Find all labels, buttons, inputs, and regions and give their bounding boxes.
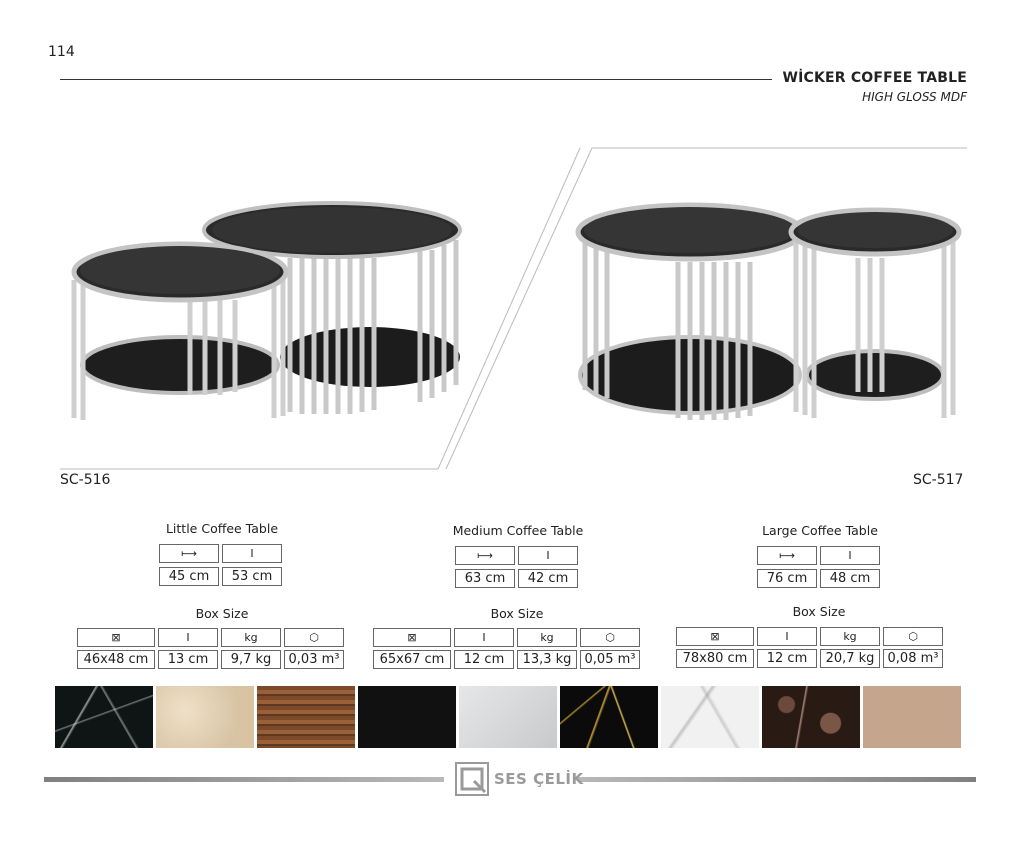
swatch-beige-marble (156, 686, 254, 748)
box-dimensions: 65x67 cm (373, 650, 451, 669)
box-height: 12 cm (454, 650, 514, 669)
page-number: 114 (48, 44, 75, 60)
footer-bar-left (44, 777, 444, 782)
height-icon: I (820, 546, 880, 565)
box-dimension-icon: ⊠ (676, 627, 754, 646)
dimension-icons-medium (455, 546, 578, 565)
spec-title-medium: Medium Coffee Table (452, 523, 584, 538)
weight-icon: kg (221, 628, 281, 647)
box-size-label-little: Box Size (195, 606, 249, 621)
swatch-white-marble (661, 686, 759, 748)
swatch-black (358, 686, 456, 748)
width-icon: ⟼ (455, 546, 515, 565)
box-icons-medium (373, 628, 640, 647)
box-dimensions: 78x80 cm (676, 649, 754, 668)
volume-icon: ⬡ (883, 627, 943, 646)
dimension-icons-little (159, 544, 282, 563)
box-icons-little (77, 628, 344, 647)
height-icon: I (518, 546, 578, 565)
box-volume: 0,03 m³ (284, 650, 344, 669)
product-code-sc516: SC-516 (60, 472, 111, 488)
width-icon: ⟼ (757, 546, 817, 565)
box-weight: 20,7 kg (820, 649, 880, 668)
box-height-icon: I (757, 627, 817, 646)
box-dimensions: 46x48 cm (77, 650, 155, 669)
swatch-black-marble (55, 686, 153, 748)
swatch-walnut-wood (257, 686, 355, 748)
box-height: 12 cm (757, 649, 817, 668)
box-height-icon: I (158, 628, 218, 647)
box-dimension-icon: ⊠ (373, 628, 451, 647)
width-icon: ⟼ (159, 544, 219, 563)
swatch-mocha (863, 686, 961, 748)
height-icon: I (222, 544, 282, 563)
page-subtitle: HIGH GLOSS MDF (862, 90, 967, 104)
dimension-values-little (159, 567, 282, 586)
swatch-black-gold-marble (560, 686, 658, 748)
table-sc517-image (578, 205, 959, 420)
box-icons-large (676, 627, 943, 646)
box-size-label-medium: Box Size (490, 606, 544, 621)
table-sc516-image (74, 203, 460, 420)
swatch-emperador-marble (762, 686, 860, 748)
volume-icon: ⬡ (284, 628, 344, 647)
box-volume: 0,08 m³ (883, 649, 943, 668)
footer-bar-right (578, 777, 976, 782)
width-value: 63 cm (455, 569, 515, 588)
box-height: 13 cm (158, 650, 218, 669)
dimension-icons-large (757, 546, 880, 565)
weight-icon: kg (517, 628, 577, 647)
height-value: 48 cm (820, 569, 880, 588)
dimension-values-large (757, 569, 880, 588)
brand-logo (455, 762, 584, 796)
page-title: WİCKER COFFEE TABLE (782, 70, 967, 86)
box-values-medium (373, 650, 640, 669)
height-value: 42 cm (518, 569, 578, 588)
brand-name: SES ÇELİK (494, 770, 584, 788)
product-code-sc517: SC-517 (913, 472, 964, 488)
box-weight: 9,7 kg (221, 650, 281, 669)
swatch-light-grey (459, 686, 557, 748)
spec-title-large: Large Coffee Table (762, 523, 878, 538)
height-value: 53 cm (222, 567, 282, 586)
box-volume: 0,05 m³ (580, 650, 640, 669)
material-swatches (55, 686, 961, 748)
box-values-large (676, 649, 943, 668)
volume-icon: ⬡ (580, 628, 640, 647)
box-values-little (77, 650, 344, 669)
box-weight: 13,3 kg (517, 650, 577, 669)
weight-icon: kg (820, 627, 880, 646)
box-dimension-icon: ⊠ (77, 628, 155, 647)
width-value: 76 cm (757, 569, 817, 588)
spec-title-little: Little Coffee Table (165, 521, 279, 536)
width-value: 45 cm (159, 567, 219, 586)
box-height-icon: I (454, 628, 514, 647)
header-divider (60, 79, 772, 80)
brand-mark-icon (455, 762, 489, 796)
box-size-label-large: Box Size (792, 604, 846, 619)
dimension-values-medium (455, 569, 578, 588)
